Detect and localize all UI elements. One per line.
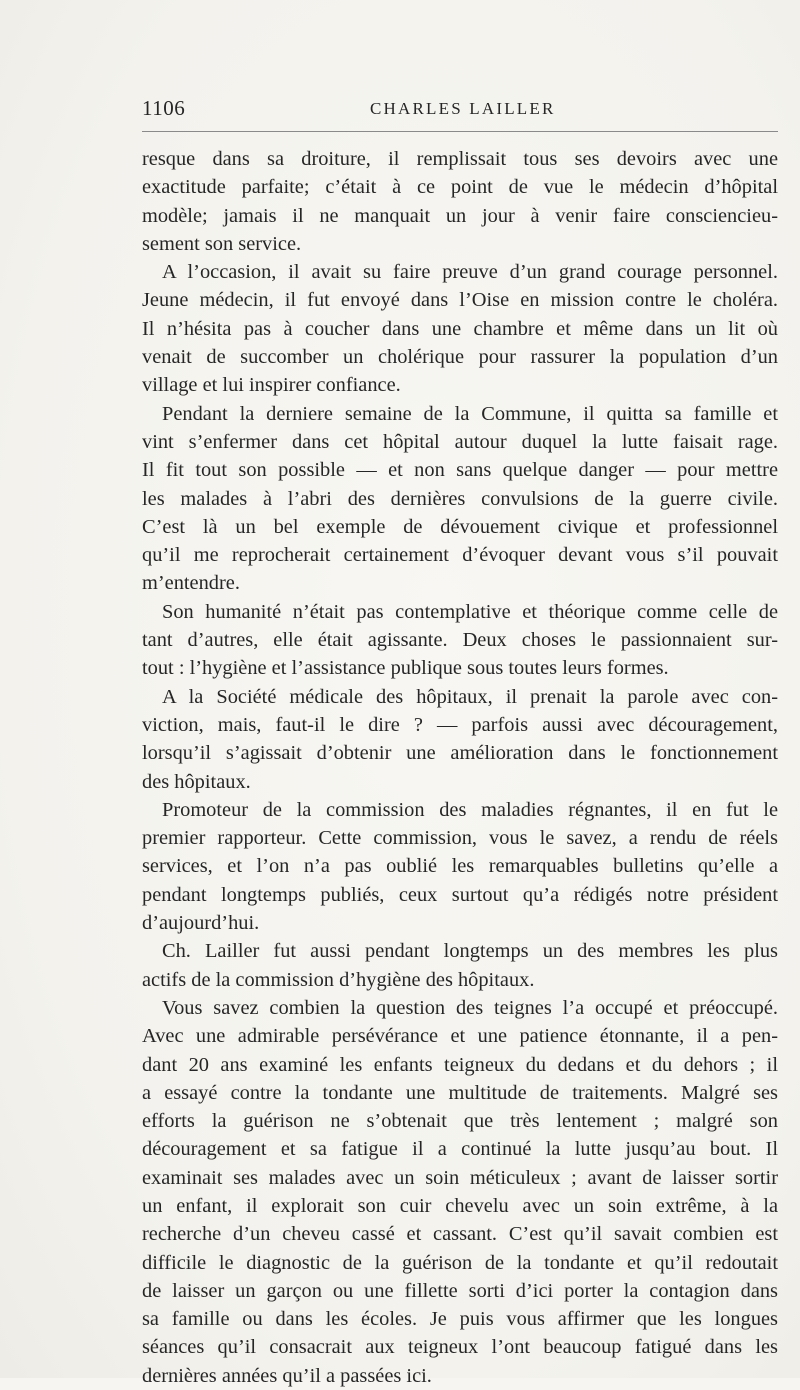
text-line: Son humanité n’était pas contemplative et théorique comme celle de (162, 600, 778, 623)
text-line: un enfant, il explorait son cuir chevelu avec un soin extrême, à la (142, 1194, 778, 1217)
text-line: lorsqu’il s’agissait d’obtenir une amélioration dans le fonctionnement (142, 742, 778, 765)
text-line: Il fit tout son possible — et non sans quelque danger — pour mettre (142, 459, 778, 482)
text-line: village et lui inspirer confiance. (142, 374, 401, 397)
text-line: a essayé contre la tondante une multitude de traitements. Malgré ses (142, 1081, 778, 1104)
body-text (142, 145, 778, 1390)
text-line: les malades à l’abri des dernières convulsions de la guerre civile. (142, 487, 778, 510)
text-line: d’aujourd’hui. (142, 912, 260, 935)
text-line: premier rapporteur. Cette commission, vous le savez, a rendu de réels (142, 827, 778, 850)
page-number: 1106 (142, 96, 186, 120)
text-line: recherche d’un cheveu cassé et cassant. C’est qu’il savait combien est (142, 1223, 778, 1246)
text-line: A la Société médicale des hôpitaux, il prenait la parole avec con- (162, 685, 778, 708)
text-line: qu’il me reprocherait certainement d’évoquer devant vous s’il pouvait (142, 544, 778, 567)
text-line: resque dans sa droiture, il remplissait tous ses devoirs avec une (142, 148, 778, 170)
running-title: CHARLES LAILLER (370, 99, 556, 118)
text-line: venait de succomber un cholérique pour rassurer la population d’un (142, 346, 778, 369)
text-line: actifs de la commission d’hygiène des hôpitaux. (142, 968, 535, 991)
text-line: de laisser un garçon ou une fillette sorti d’ici porter la contagion dans (142, 1279, 778, 1302)
text-line: examinait ses malades avec un soin méticuleux ; avant de laisser sortir (142, 1166, 778, 1189)
text-line: Il n’hésita pas à coucher dans une chambre et même dans un lit où (142, 317, 778, 340)
text-line: exactitude parfaite; c’était à ce point de vue le médecin d’hôpital (142, 176, 778, 199)
text-line: dernières années qu’il a passées ici. (142, 1364, 432, 1387)
text-line: pendant longtemps publiés, ceux surtout qu’a rédigés notre président (142, 883, 778, 906)
text-line: dant 20 ans examiné les enfants teigneux du dedans et du dehors ; il (142, 1053, 778, 1076)
text-line: sa famille ou dans les écoles. Je puis vous affirmer que les longues (142, 1308, 778, 1331)
text-line: tant d’autres, elle était agissante. Deux choses le passionnaient sur- (142, 629, 778, 652)
text-line: Ch. Lailler fut aussi pendant longtemps un des membres les plus (162, 940, 778, 963)
text-line: Avec une admirable persévérance et une patience étonnante, il a pen- (142, 1025, 778, 1048)
text-line: C’est là un bel exemple de dévouement civique et professionnel (142, 515, 778, 538)
text-line: Jeune médecin, il fut envoyé dans l’Oise en mission contre le choléra. (142, 289, 778, 312)
text-line: des hôpitaux. (142, 770, 251, 793)
text-line: Vous savez combien la question des teignes l’a occupé et préoccupé. (162, 996, 778, 1019)
text-line: séances qu’il consacrait aux teigneux l’ont beaucoup fatigué dans les (142, 1336, 778, 1359)
text-line: sement son service. (142, 232, 302, 255)
text-line: services, et l’on n’a pas oublié les remarquables bulletins qu’elle a (142, 855, 778, 878)
text-line: vint s’enfermer dans cet hôpital autour duquel la lutte faisait rage. (142, 430, 778, 453)
running-head (142, 96, 778, 126)
text-line: découragement et sa fatigue il a continué la lutte jusqu’au bout. Il (142, 1138, 778, 1161)
text-line: Promoteur de la commission des maladies régnantes, il en fut le (162, 798, 778, 821)
text-line: difficile le diagnostic de la guérison de la tondante et qu’il redoutait (142, 1251, 778, 1274)
text-line: efforts la guérison ne s’obtenait que très lentement ; malgré son (142, 1110, 778, 1133)
text-line: tout : l’hygiène et l’assistance publique sous toutes leurs formes. (142, 657, 669, 680)
text-line: A l’occasion, il avait su faire preuve d’un grand courage personnel. (162, 261, 778, 284)
text-line: Pendant la derniere semaine de la Commune, il quitta sa famille et (162, 402, 778, 425)
text-line: modèle; jamais il ne manquait un jour à venir faire consciencieu- (142, 204, 778, 227)
text-line: m’entendre. (142, 572, 240, 595)
header-rule (142, 131, 778, 132)
text-line: viction, mais, faut-il le dire ? — parfois aussi avec découragement, (142, 713, 778, 736)
